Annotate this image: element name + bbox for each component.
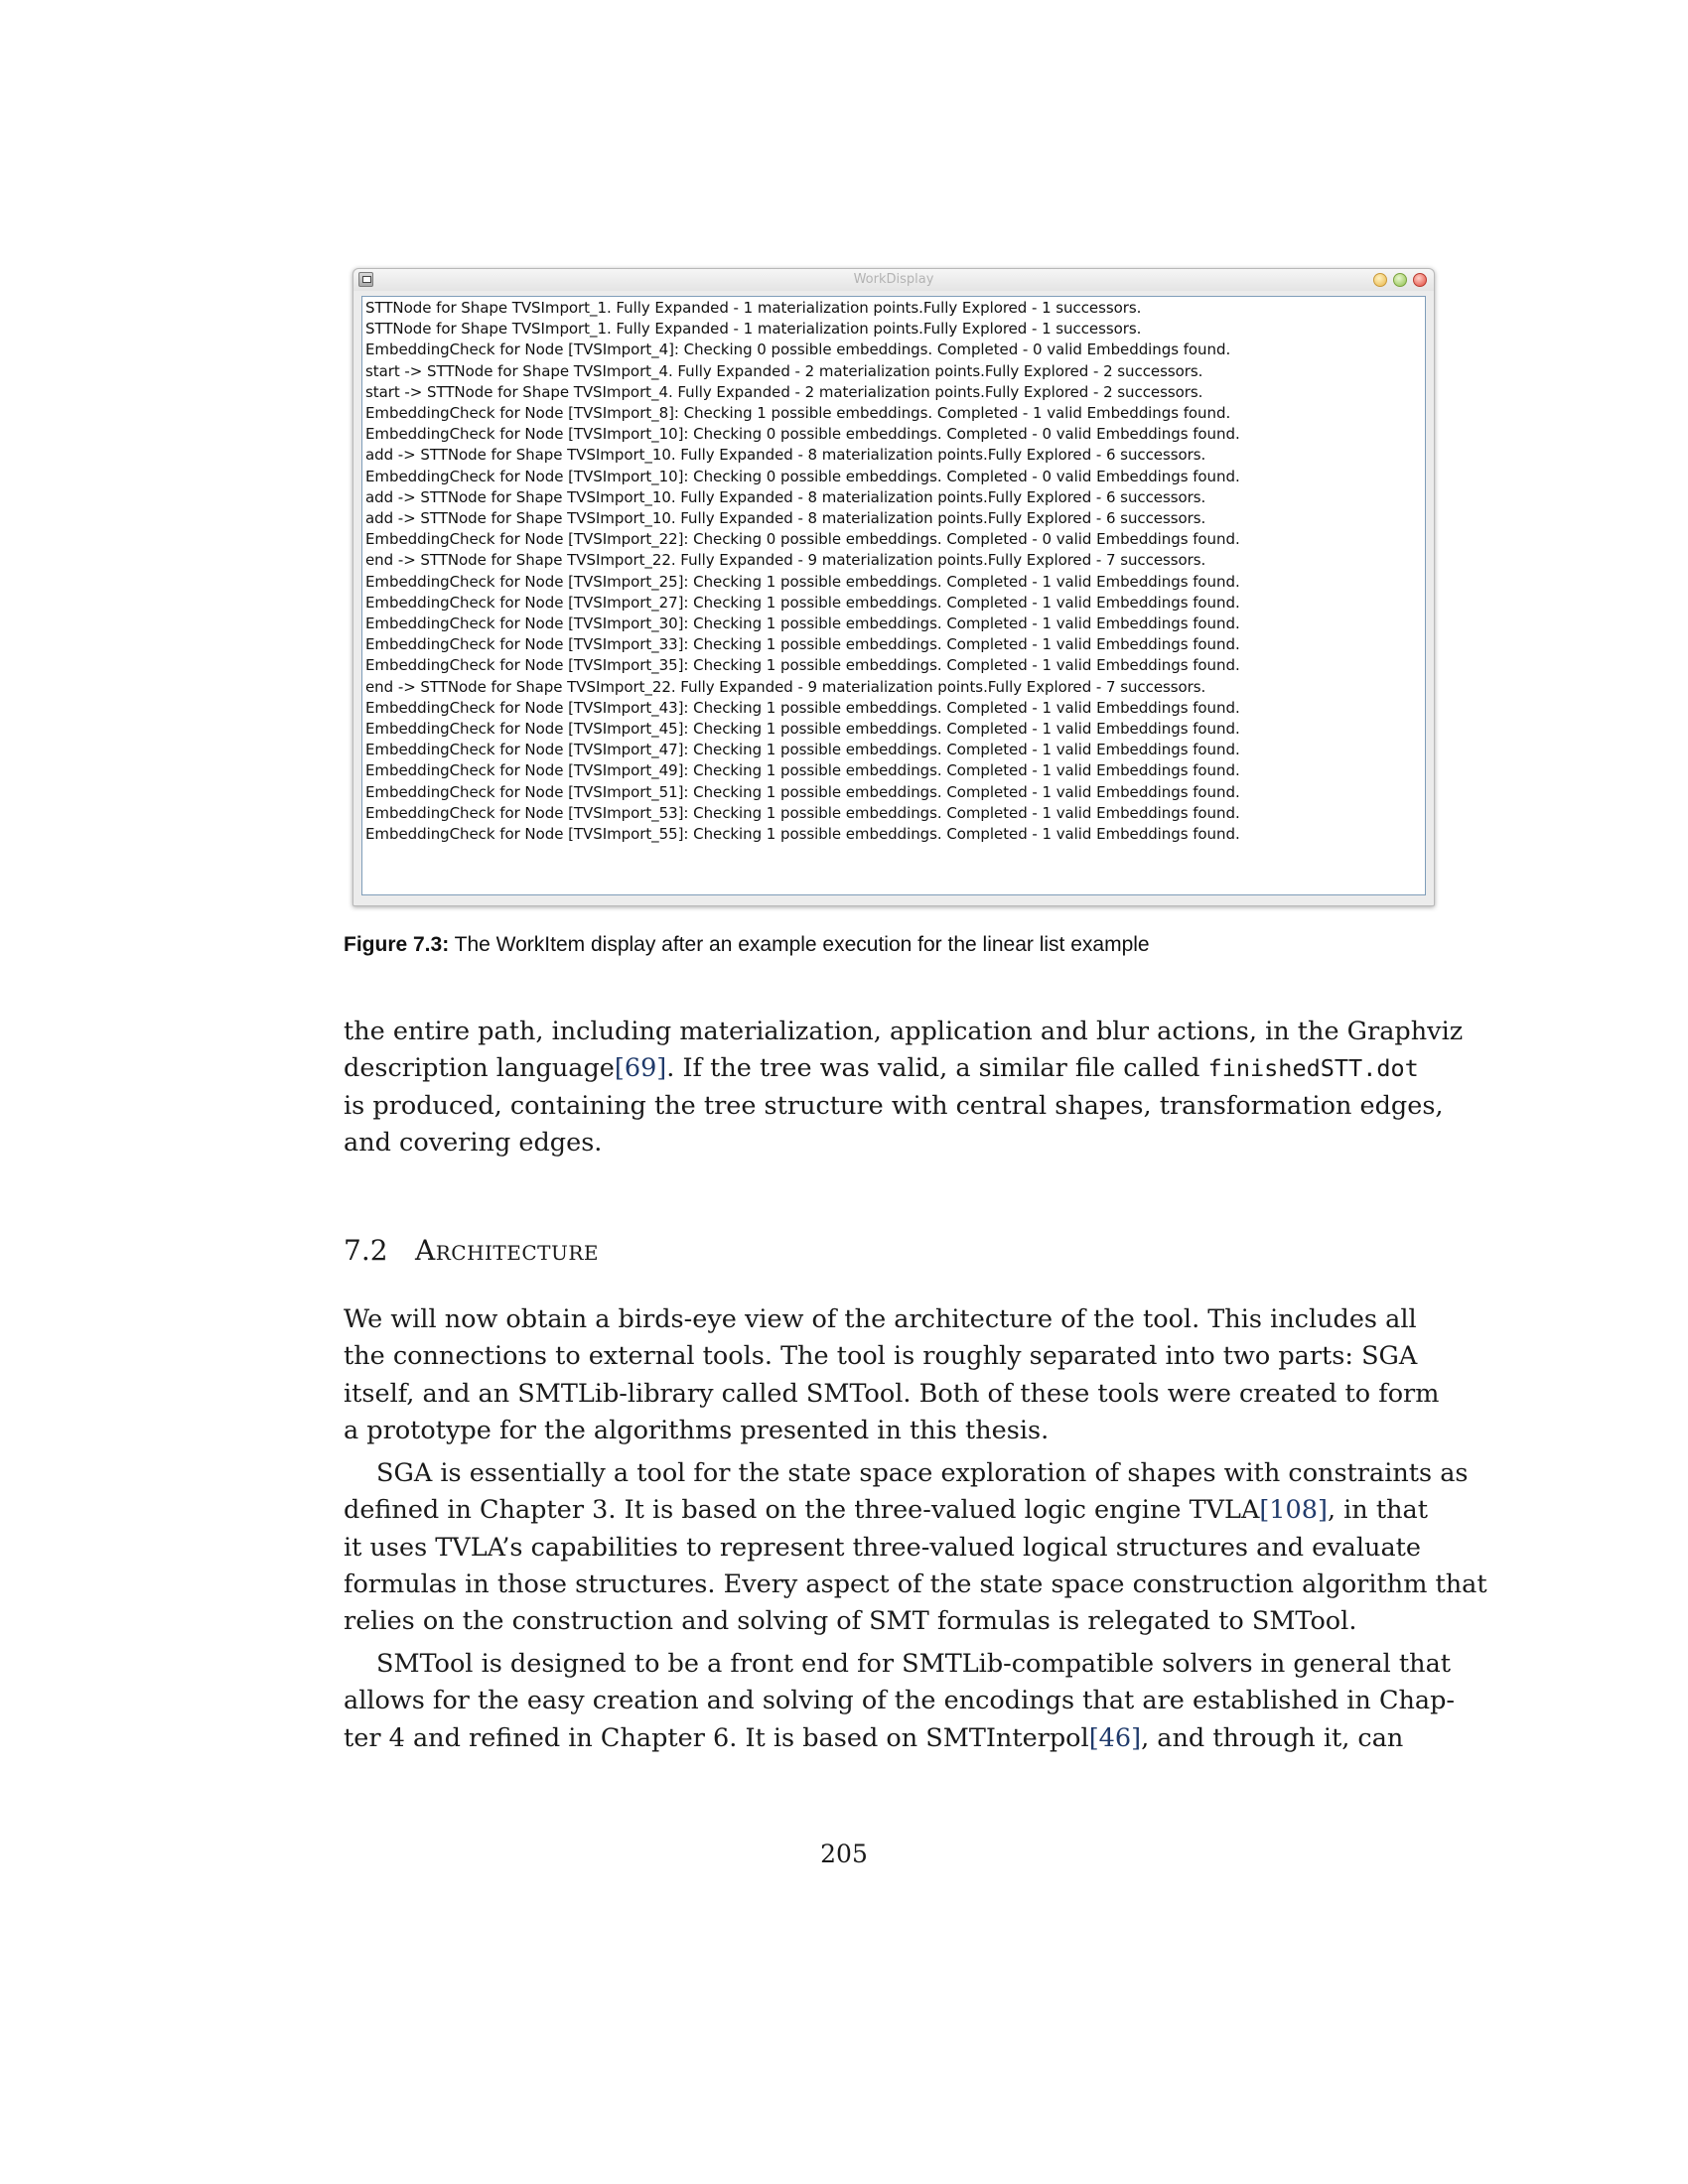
log-line: STTNode for Shape TVSImport_1. Fully Expanded - 1 materialization points.Fully Explored - 1 successors. [365,320,1142,339]
code-filename: finishedSTT.dot [1207,1054,1419,1083]
figure-label: Figure 7.3: [344,933,450,956]
log-line: EmbeddingCheck for Node [TVSImport_47]: Checking 1 possible embeddings. Completed - 1 valid Embeddings found. [365,741,1240,759]
text-line: itself, and an SMTLib-library called SMTool. Both of these tools were created to form [344,1378,1440,1409]
paragraph-sga [344,1455,1487,1640]
text-line [344,1720,1404,1757]
workdisplay-window [352,268,1435,906]
text-line: the entire path, including materialization, application and blur actions, in the Graphviz [344,1017,1464,1046]
log-line: EmbeddingCheck for Node [TVSImport_22]: Checking 0 possible embeddings. Completed - 0 valid Embeddings found. [365,530,1240,549]
log-line: EmbeddingCheck for Node [TVSImport_45]: Checking 1 possible embeddings. Completed - 1 valid Embeddings found. [365,720,1240,739]
paragraph-graphviz [344,1014,1464,1161]
log-line: EmbeddingCheck for Node [TVSImport_35]: Checking 1 possible embeddings. Completed - 1 valid Embeddings found. [365,656,1240,675]
text-line: the connections to external tools. The tool is roughly separated into two parts: SGA [344,1341,1418,1372]
log-line: start -> STTNode for Shape TVSImport_4. Fully Expanded - 2 materialization points.Fully Explored - 2 successors. [365,382,1203,401]
text-line: is produced, containing the tree structure with central shapes, transformation edges, [344,1090,1444,1121]
text-span: defined in Chapter 3. It is based on the three-valued logic engine TVLA [344,1495,1260,1526]
log-line: EmbeddingCheck for Node [TVSImport_10]: Checking 0 possible embeddings. Completed - 0 valid Embeddings found. [365,467,1240,485]
log-line: EmbeddingCheck for Node [TVSImport_33]: Checking 1 possible embeddings. Completed - 1 valid Embeddings found. [365,635,1240,654]
log-line: start -> STTNode for Shape TVSImport_4. Fully Expanded - 2 materialization points.Fully Explored - 2 successors. [365,361,1203,380]
log-line: EmbeddingCheck for Node [TVSImport_49]: Checking 1 possible embeddings. Completed - 1 valid Embeddings found. [365,761,1240,780]
citation-link[interactable]: [46] [1088,1722,1142,1753]
log-line: EmbeddingCheck for Node [TVSImport_53]: Checking 1 possible embeddings. Completed - 1 valid Embeddings found. [365,803,1240,822]
text-line [344,1492,1428,1529]
text-line: it uses TVLA’s capabilities to represent three-valued logical structures and evaluate [344,1532,1421,1563]
text-line: a prototype for the algorithms presented in this thesis. [344,1415,1050,1445]
log-line: STTNode for Shape TVSImport_1. Fully Expanded - 1 materialization points.Fully Explored - 1 successors. [365,299,1142,317]
log-line: end -> STTNode for Shape TVSImport_22. Fully Expanded - 9 materialization points.Fully Explored - 7 successors. [365,677,1206,696]
figure-caption-text: The WorkItem display after an example execution for the linear list example [449,933,1150,956]
close-button[interactable] [1413,273,1427,287]
section-number: 7.2 [344,1234,388,1267]
text-line: relies on the construction and solving of SMT formulas is relegated to SMTool. [344,1606,1357,1637]
text-span: ter 4 and refined in Chapter 6. It is based on SMTInterpol [344,1722,1089,1753]
text-line: allows for the easy creation and solving of the encodings that are established in Chap- [344,1686,1456,1716]
log-line: EmbeddingCheck for Node [TVSImport_8]: Checking 1 possible embeddings. Completed - 1 valid Embeddings found. [365,404,1231,423]
figure-caption [344,933,1150,957]
window-titlebar[interactable] [353,269,1434,291]
section-title: Architecture [415,1234,600,1267]
paragraph-smtool [344,1646,1456,1757]
text-line: SGA is essentially a tool for the state space exploration of shapes with constraints as [376,1458,1469,1488]
text-line: We will now obtain a birds-eye view of the architecture of the tool. This includes all [344,1304,1417,1334]
log-line: EmbeddingCheck for Node [TVSImport_55]: Checking 1 possible embeddings. Completed - 1 valid Embeddings found. [365,825,1240,844]
page-number: 205 [820,1840,868,1868]
text-span: description language [344,1053,615,1084]
log-line: EmbeddingCheck for Node [TVSImport_51]: Checking 1 possible embeddings. Completed - 1 valid Embeddings found. [365,782,1240,801]
text-line: and covering edges. [344,1127,603,1158]
text-line: SMTool is designed to be a front end for SMTLib-compatible solvers in general that [376,1649,1452,1679]
log-line: EmbeddingCheck for Node [TVSImport_30]: Checking 1 possible embeddings. Completed - 1 valid Embeddings found. [365,614,1240,633]
section-heading [344,1234,599,1267]
text-span: . If the tree was valid, a similar file called [666,1053,1208,1084]
minimize-button[interactable] [1373,273,1387,287]
log-line: add -> STTNode for Shape TVSImport_10. Fully Expanded - 8 materialization points.Fully Explored - 6 successors. [365,509,1206,528]
log-line: add -> STTNode for Shape TVSImport_10. Fully Expanded - 8 materialization points.Fully Explored - 6 successors. [365,487,1206,506]
log-line: EmbeddingCheck for Node [TVSImport_27]: Checking 1 possible embeddings. Completed - 1 valid Embeddings found. [365,593,1240,612]
citation-link[interactable]: [108] [1259,1495,1328,1526]
window-title: WorkDisplay [853,272,934,287]
log-line: end -> STTNode for Shape TVSImport_22. Fully Expanded - 9 materialization points.Fully Explored - 7 successors. [365,551,1206,570]
text-line [344,1050,1419,1087]
text-span: , in that [1327,1495,1428,1526]
paragraph-architecture-intro [344,1301,1440,1449]
log-line: EmbeddingCheck for Node [TVSImport_43]: Checking 1 possible embeddings. Completed - 1 valid Embeddings found. [365,698,1240,717]
log-line: add -> STTNode for Shape TVSImport_10. Fully Expanded - 8 materialization points.Fully Explored - 6 successors. [365,446,1206,465]
log-line: EmbeddingCheck for Node [TVSImport_10]: Checking 0 possible embeddings. Completed - 0 valid Embeddings found. [365,425,1240,444]
log-line: EmbeddingCheck for Node [TVSImport_4]: Checking 0 possible embeddings. Completed - 0 valid Embeddings found. [365,341,1231,359]
work-log-textarea[interactable] [361,296,1426,895]
maximize-button[interactable] [1393,273,1407,287]
text-span: , and through it, can [1141,1722,1404,1753]
text-line: formulas in those structures. Every aspect of the state space construction algorithm that [344,1569,1487,1599]
citation-link[interactable]: [69] [614,1053,667,1084]
log-line: EmbeddingCheck for Node [TVSImport_25]: Checking 1 possible embeddings. Completed - 1 valid Embeddings found. [365,572,1240,591]
